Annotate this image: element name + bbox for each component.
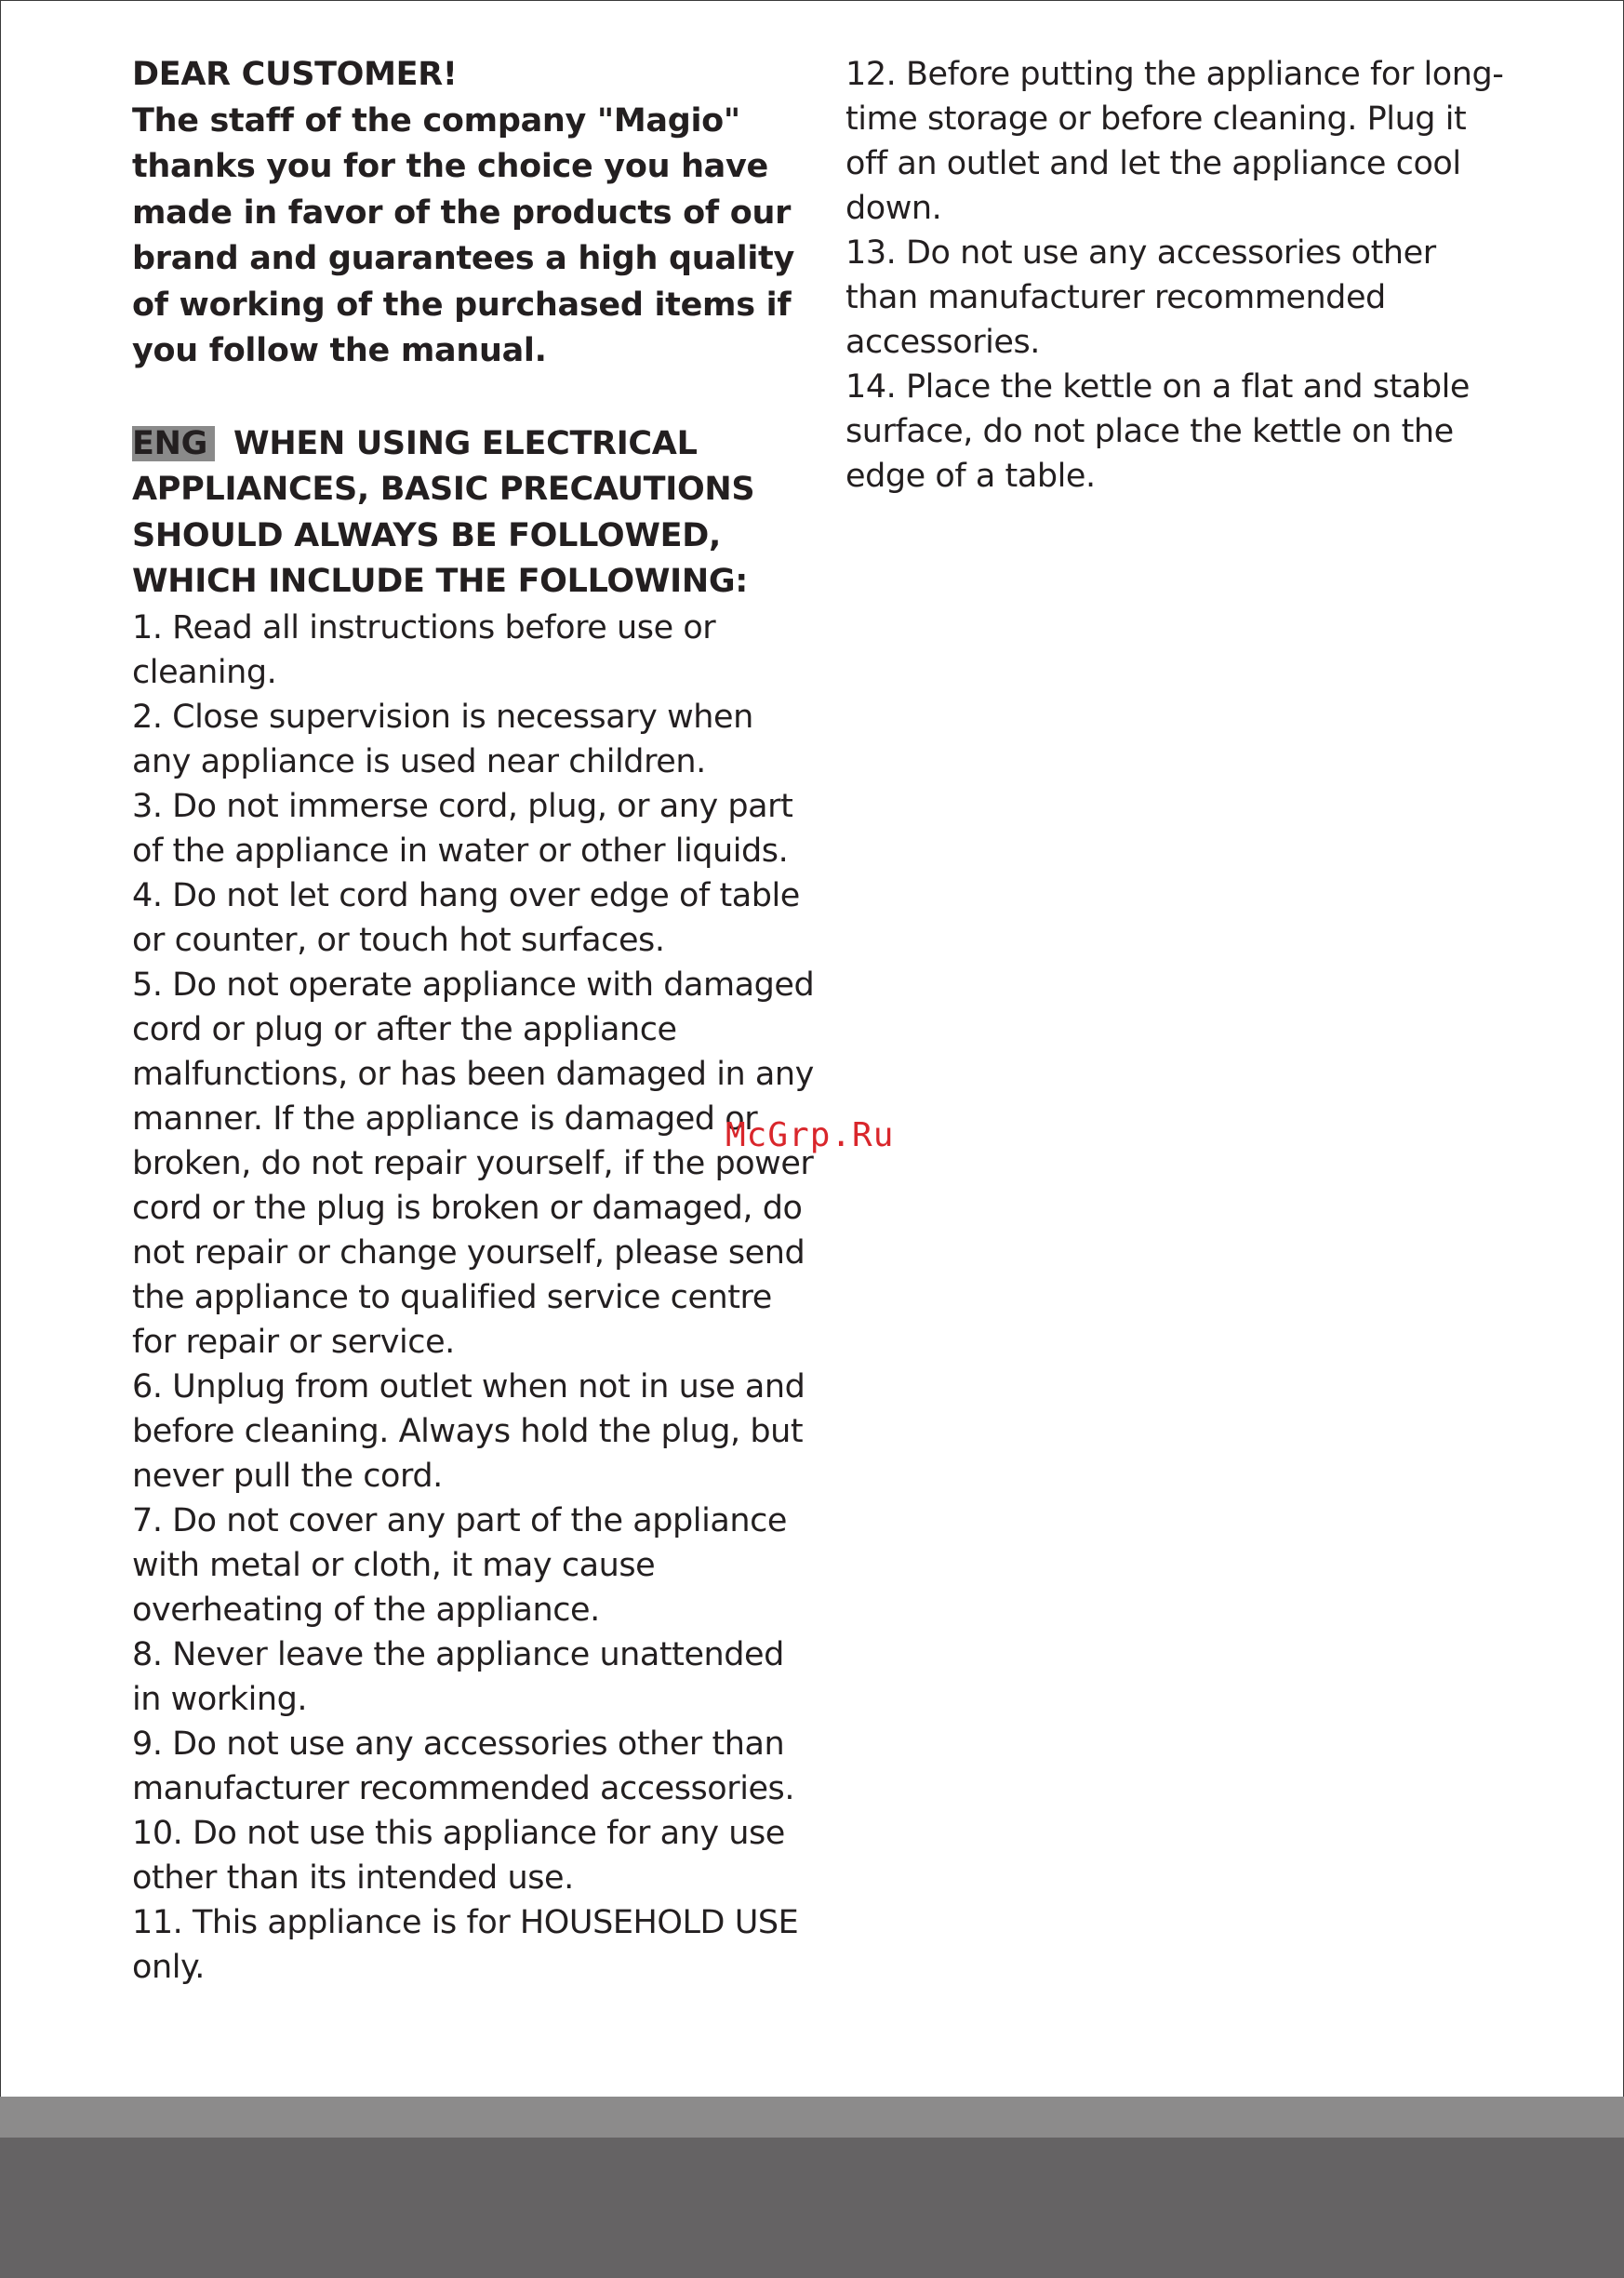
safety-item: 1. Read all instructions before use or cleaning. [132, 608, 716, 691]
greeting-body: The staff of the company "Magio" thanks you for the choice you have made in favor of the products of our brand and guarantees a high quality of working of the purchased items if you follow the manual. [132, 101, 794, 369]
right-column [845, 52, 1515, 499]
safety-item: 7. Do not cover any part of the appliance with metal or cloth, it may cause overheating of the appliance. [132, 1501, 787, 1629]
safety-heading: WHEN USING ELECTRICAL APPLIANCES, BASIC PRECAUTIONS SHOULD ALWAYS BE FOLLOWED, WHICH INCLUDE THE FOLLOWING: [132, 424, 755, 600]
safety-item: 13. Do not use any accessories other than manufacturer recommended accessories. [845, 234, 1436, 361]
safety-item: 3. Do not immerse cord, plug, or any part of the appliance in water or other liquids. [132, 787, 793, 870]
safety-item: 6. Unplug from outlet when not in use and before cleaning. Always hold the plug, but never pull the cord. [132, 1367, 805, 1495]
safety-list-right [845, 52, 1515, 499]
safety-item: 5. Do not operate appliance with damaged cord or plug or after the appliance malfunctions, or has been damaged in any manner. If the appliance is damaged or broken, do not repair yourself, if the power cord or the plug is broken or damaged, do not repair or change yourself, please send the appliance to qualified service centre for repair or service. [132, 966, 815, 1361]
safety-item: 8. Never leave the appliance unattended in working. [132, 1635, 784, 1718]
safety-item: 9. Do not use any accessories other than manufacturer recommended accessories. [132, 1725, 795, 1807]
watermark-text: McGrp.Ru [725, 1116, 895, 1154]
safety-item: 2. Close supervision is necessary when any appliance is used near children. [132, 698, 753, 780]
safety-item: 4. Do not let cord hang over edge of table or counter, or touch hot surfaces. [132, 876, 800, 959]
safety-item: 11. This appliance is for HOUSEHOLD USE only. [132, 1903, 799, 1986]
footer-band-dark [0, 2138, 1624, 2278]
safety-heading-block [132, 421, 816, 606]
safety-list-left [132, 606, 816, 1990]
safety-item: 14. Place the kettle on a flat and stable surface, do not place the kettle on the edge of a table. [845, 368, 1470, 495]
safety-item: 12. Before putting the appliance for long-time storage or before cleaning. Plug it off an outlet and let the appliance cool down. [845, 56, 1504, 227]
language-badge: ENG [132, 426, 215, 461]
greeting-block [132, 52, 816, 375]
footer-band-light [0, 2097, 1624, 2138]
left-column [132, 52, 816, 1990]
safety-item: 10. Do not use this appliance for any use other than its intended use. [132, 1814, 785, 1897]
greeting-title: DEAR CUSTOMER! [132, 56, 458, 93]
